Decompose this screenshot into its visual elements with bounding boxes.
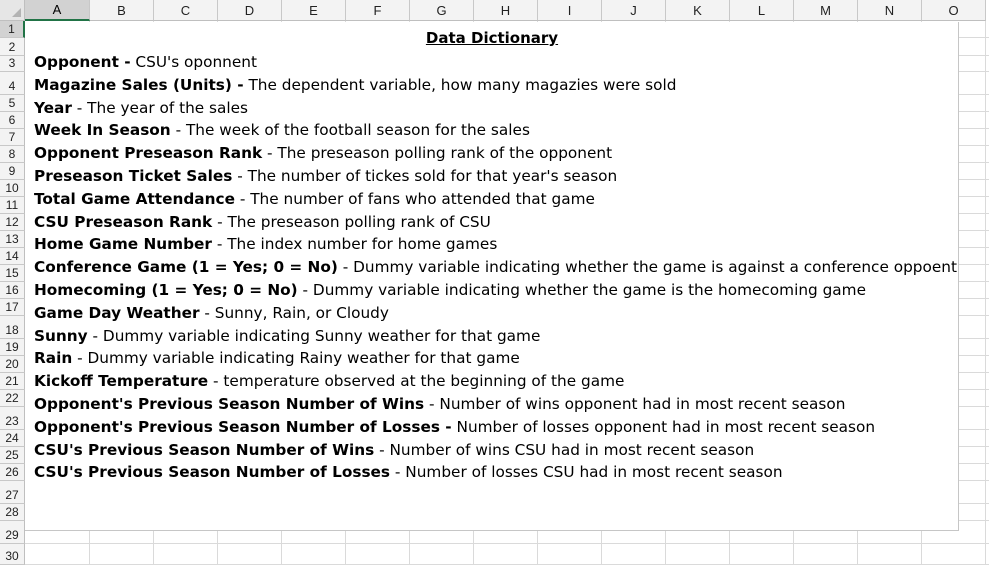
entry-description: - temperature observed at the beginning of the game [208, 372, 625, 391]
entry-term: Conference Game (1 = Yes; 0 = No) [34, 258, 338, 277]
row-header-17[interactable]: 17 [0, 299, 25, 316]
entry-description: - Dummy variable indicating Sunny weather for that game [87, 326, 541, 345]
row-header-7[interactable]: 7 [0, 129, 25, 146]
row-header-30[interactable]: 30 [0, 544, 25, 565]
entry-description: - Dummy variable indicating Rainy weather for that game [72, 349, 520, 368]
column-header-h[interactable]: H [474, 0, 538, 21]
column-header-e[interactable]: E [282, 0, 346, 21]
entry-description: - The number of tickes sold for that year's season [232, 166, 618, 185]
dictionary-entry [34, 165, 957, 188]
column-header-g[interactable]: G [410, 0, 474, 21]
row-header-8[interactable]: 8 [0, 146, 25, 163]
dictionary-entry [34, 416, 957, 439]
entry-description: - Dummy variable indicating whether the game is against a conference oppoent [337, 258, 957, 277]
entry-term: Sunny [34, 326, 88, 345]
entry-term: Opponent's Previous Season Number of Wins [34, 394, 425, 413]
row-header-19[interactable]: 19 [0, 339, 25, 356]
entry-description: - Sunny, Rain, or Cloudy [199, 303, 389, 322]
dictionary-entry [34, 188, 957, 211]
entry-term: Total Game Attendance [34, 189, 235, 208]
dictionary-entry [34, 256, 957, 279]
row-header-18[interactable]: 18 [0, 316, 25, 339]
row-header-27[interactable]: 27 [0, 481, 25, 504]
dictionary-entry [34, 393, 957, 416]
column-header-j[interactable]: J [602, 0, 666, 21]
row-header-25[interactable]: 25 [0, 447, 25, 464]
row-header-2[interactable]: 2 [0, 38, 25, 56]
dictionary-entry [34, 119, 957, 142]
dictionary-entry [34, 279, 957, 302]
row-header-6[interactable]: 6 [0, 112, 25, 129]
entry-description: - The number of fans who attended that game [234, 189, 595, 208]
dictionary-entry [34, 233, 957, 256]
entry-description: - Number of wins opponent had in most recent season [424, 394, 846, 413]
row-header-23[interactable]: 23 [0, 407, 25, 430]
row-header-24[interactable]: 24 [0, 430, 25, 447]
entry-description: - Dummy variable indicating whether the game is the homecoming game [297, 280, 866, 299]
row-header-5[interactable]: 5 [0, 95, 25, 112]
entry-term: Year [34, 98, 72, 117]
entry-term: Home Game Number [34, 235, 212, 254]
entry-term: Magazine Sales (Units) - [34, 75, 244, 94]
entry-description: - Number of losses CSU had in most recent season [390, 463, 783, 482]
dictionary-title: Data Dictionary [425, 29, 559, 47]
dictionary-entry [34, 211, 957, 234]
entry-term: Game Day Weather [34, 303, 200, 322]
entry-description: - The index number for home games [211, 235, 498, 254]
row-header-14[interactable]: 14 [0, 248, 25, 265]
entry-description: - The year of the sales [71, 98, 249, 117]
row-header-28[interactable]: 28 [0, 504, 25, 521]
entry-description: Number of losses opponent had in most recent season [451, 417, 876, 436]
row-headers [0, 21, 25, 565]
row-header-9[interactable]: 9 [0, 163, 25, 180]
entry-description: - The preseason polling rank of the opponent [262, 144, 613, 163]
entry-description: CSU's oponnent [130, 53, 257, 71]
entry-term: Kickoff Temperature [34, 372, 209, 391]
entry-term: Preseason Ticket Sales [34, 166, 233, 185]
column-header-a[interactable]: A [25, 0, 90, 21]
column-header-f[interactable]: F [346, 0, 410, 21]
dictionary-entries [34, 51, 957, 484]
row-header-3[interactable]: 3 [0, 56, 25, 72]
entry-description: - The week of the football season for the sales [170, 121, 530, 140]
entry-description: - The preseason polling rank of CSU [212, 212, 491, 231]
row-header-11[interactable]: 11 [0, 197, 25, 214]
column-headers [25, 0, 989, 21]
row-header-21[interactable]: 21 [0, 373, 25, 390]
column-header-i[interactable]: I [538, 0, 602, 21]
dictionary-entry [34, 97, 957, 120]
select-all-button[interactable] [0, 0, 25, 21]
column-header-n[interactable]: N [858, 0, 922, 21]
dictionary-entry [34, 74, 957, 97]
dictionary-entry [34, 347, 957, 370]
column-header-k[interactable]: K [666, 0, 730, 21]
entry-description: - Number of wins CSU had in most recent season [374, 440, 755, 459]
entry-description: The dependent variable, how many magazies were sold [243, 75, 677, 94]
column-header-b[interactable]: B [90, 0, 154, 21]
row-header-1[interactable]: 1 [0, 21, 25, 38]
entry-term: Opponent Preseason Rank [34, 144, 263, 163]
column-header-o[interactable]: O [922, 0, 986, 21]
entry-term: CSU's Previous Season Number of Wins [34, 440, 375, 459]
column-header-c[interactable]: C [154, 0, 218, 21]
row-header-12[interactable]: 12 [0, 214, 25, 231]
row-header-22[interactable]: 22 [0, 390, 25, 407]
gridline-row [25, 543, 989, 544]
text-box[interactable] [25, 22, 959, 531]
column-header-l[interactable]: L [730, 0, 794, 21]
dictionary-entry [34, 370, 957, 393]
gridline-column [985, 21, 986, 565]
entry-term: Opponent's Previous Season Number of Losses - [34, 417, 452, 436]
entry-term: Week In Season [34, 121, 171, 140]
dictionary-entry [34, 461, 957, 484]
row-header-16[interactable]: 16 [0, 282, 25, 299]
entry-term: CSU's Previous Season Number of Losses [34, 463, 391, 482]
row-header-15[interactable]: 15 [0, 265, 25, 282]
row-header-4[interactable]: 4 [0, 72, 25, 95]
column-header-d[interactable]: D [218, 0, 282, 21]
entry-term: Homecoming (1 = Yes; 0 = No) [34, 280, 298, 299]
dictionary-entry [34, 142, 957, 165]
entry-term: Opponent - [34, 53, 131, 71]
row-header-13[interactable]: 13 [0, 231, 25, 248]
entry-term: CSU Preseason Rank [34, 212, 213, 231]
entry-term: Rain [34, 349, 73, 368]
row-header-20[interactable]: 20 [0, 356, 25, 373]
dictionary-entry [34, 302, 957, 325]
dictionary-entry [34, 439, 957, 462]
row-header-10[interactable]: 10 [0, 180, 25, 197]
row-header-26[interactable]: 26 [0, 464, 25, 481]
dictionary-entry [34, 325, 957, 348]
row-header-29[interactable]: 29 [0, 521, 25, 544]
column-header-m[interactable]: M [794, 0, 858, 21]
dictionary-entry [34, 51, 957, 74]
